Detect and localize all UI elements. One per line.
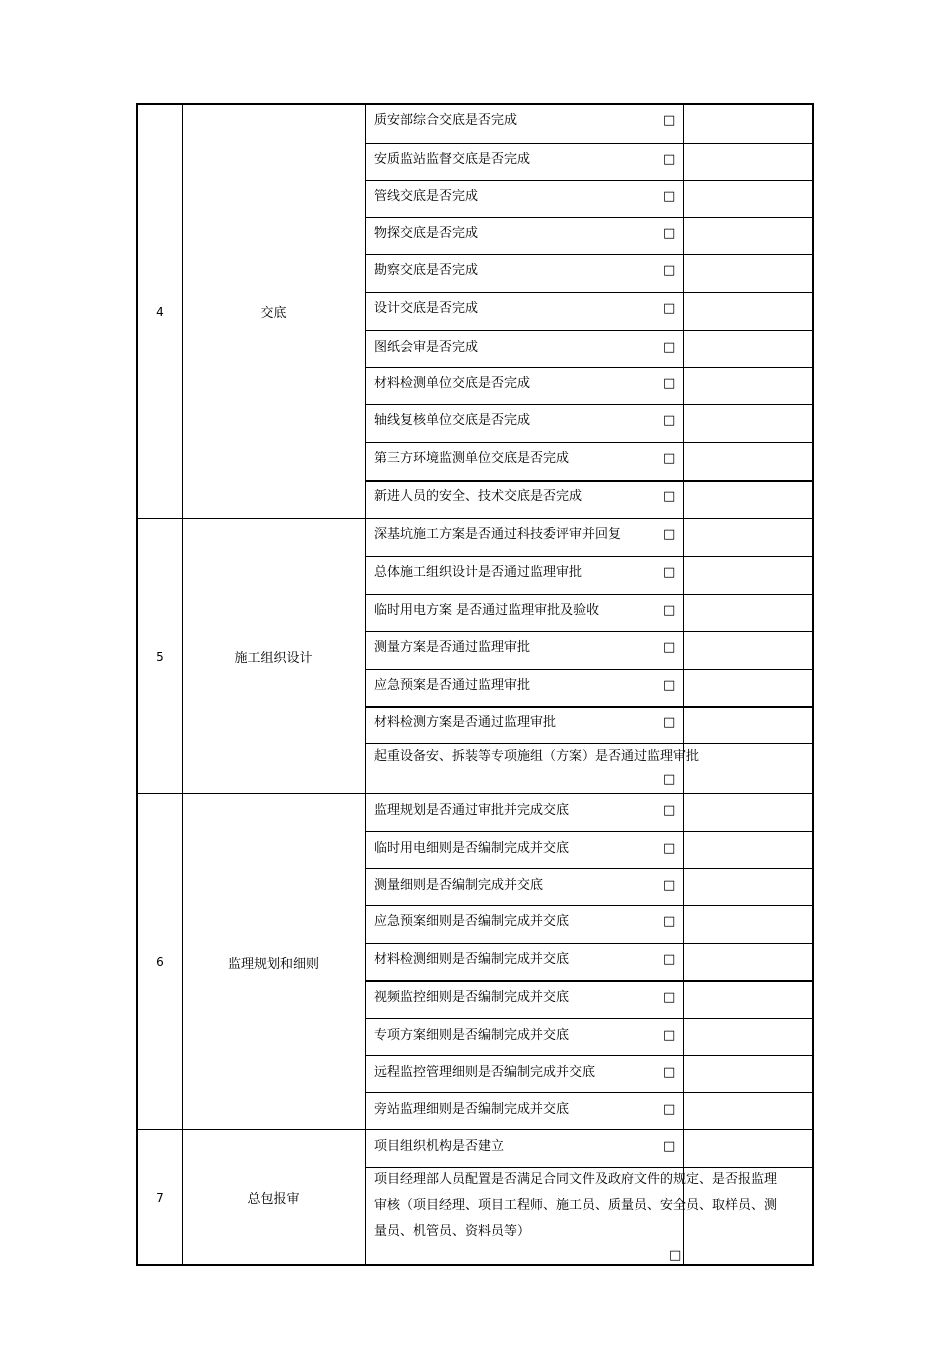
checkbox[interactable]: □ <box>663 527 676 542</box>
check-row <box>365 556 812 595</box>
item-number: 5 <box>156 649 164 664</box>
check-row <box>365 330 812 368</box>
checkbox[interactable]: □ <box>663 113 676 128</box>
check-row <box>365 519 812 556</box>
checkbox[interactable]: □ <box>663 189 676 204</box>
group-row <box>138 793 812 1130</box>
check-item-text: 总体施工组织设计是否通过监理审批 <box>374 565 583 580</box>
checkbox[interactable]: □ <box>663 678 676 693</box>
check-item-text: 临时用电方案 是否通过监理审批及验收 <box>374 603 600 618</box>
check-row <box>365 1055 812 1093</box>
check-item-text: 安质监站监督交底是否完成 <box>374 152 531 167</box>
group-row <box>138 105 812 518</box>
checkbox[interactable]: □ <box>663 413 676 428</box>
check-row <box>365 706 812 745</box>
inspection-table <box>136 103 814 1266</box>
item-number: 4 <box>156 304 164 319</box>
check-row <box>365 631 812 670</box>
checkbox[interactable]: □ <box>663 489 676 504</box>
checkbox[interactable]: □ <box>663 301 676 316</box>
check-item-text: 材料检测细则是否编制完成并交底 <box>374 952 570 967</box>
check-row <box>365 180 812 218</box>
check-item-text: 旁站监理细则是否编制完成并交底 <box>374 1102 570 1117</box>
check-row <box>365 943 812 981</box>
checkbox[interactable]: □ <box>663 1102 676 1117</box>
checkbox[interactable]: □ <box>663 803 676 818</box>
check-item-text: 项目经理部人员配置是否满足合同文件及政府文件的规定、是否报监理审核（项目经理、项目工程师、施工员、质量员、安全员、取样员、测量员、机管员、资料员等） <box>374 1172 778 1239</box>
check-item-text: 视频监控细则是否编制完成并交底 <box>374 990 570 1005</box>
check-row <box>365 442 812 481</box>
check-item-text: 勘察交底是否完成 <box>374 263 479 278</box>
check-item-text: 应急预案是否通过监理审批 <box>374 678 531 693</box>
check-item-text: 质安部综合交底是否完成 <box>374 113 518 128</box>
check-item-text: 测量细则是否编制完成并交底 <box>374 878 544 893</box>
item-category: 总包报审 <box>247 1192 300 1207</box>
check-item-text: 专项方案细则是否编制完成并交底 <box>374 1028 570 1043</box>
check-item-text: 第三方环境监测单位交底是否完成 <box>374 451 570 466</box>
check-row <box>365 594 812 632</box>
check-row <box>365 254 812 293</box>
item-category: 监理规划和细则 <box>227 956 319 972</box>
check-item-text: 新进人员的安全、技术交底是否完成 <box>374 489 583 504</box>
check-item-text: 远程监控管理细则是否编制完成并交底 <box>374 1065 596 1080</box>
checkbox[interactable]: □ <box>663 1028 676 1043</box>
checkbox[interactable]: □ <box>663 565 676 580</box>
item-number: 6 <box>156 955 164 969</box>
group-row <box>138 518 812 794</box>
checkbox[interactable]: □ <box>663 841 676 856</box>
check-row <box>365 1092 812 1131</box>
check-item-text: 材料检测单位交底是否完成 <box>374 376 531 391</box>
item-category: 施工组织设计 <box>234 651 313 666</box>
check-item-text: 物探交底是否完成 <box>374 226 479 241</box>
checkbox[interactable]: □ <box>663 263 676 278</box>
check-row <box>365 794 812 831</box>
checkbox[interactable]: □ <box>663 990 676 1005</box>
check-item-text: 临时用电细则是否编制完成并交底 <box>374 841 570 856</box>
check-item-text: 应急预案细则是否编制完成并交底 <box>374 914 570 929</box>
checkbox[interactable]: □ <box>663 226 676 241</box>
check-row <box>365 669 812 707</box>
check-item-text: 测量方案是否通过监理审批 <box>374 640 531 655</box>
check-row <box>365 404 812 443</box>
item-number: 7 <box>156 1190 164 1205</box>
check-row <box>365 868 812 906</box>
check-row <box>365 143 812 181</box>
check-item-text: 图纸会审是否完成 <box>374 340 479 355</box>
check-row <box>365 1167 812 1266</box>
checkbox[interactable]: □ <box>663 152 676 167</box>
check-item-text: 设计交底是否完成 <box>374 301 479 316</box>
check-item-text: 起重设备安、拆装等专项施组（方案）是否通过监理审批 <box>374 749 700 764</box>
check-item-text: 轴线复核单位交底是否完成 <box>374 413 531 428</box>
checkbox[interactable]: □ <box>663 640 676 655</box>
group-row <box>138 1129 812 1265</box>
check-row <box>365 831 812 869</box>
checkbox[interactable]: □ <box>663 914 676 929</box>
item-category: 交底 <box>260 306 287 321</box>
checkbox[interactable]: □ <box>663 772 676 787</box>
checkbox[interactable]: □ <box>663 878 676 893</box>
check-row <box>365 905 812 944</box>
checkbox[interactable]: □ <box>663 340 676 355</box>
check-item-text: 材料检测方案是否通过监理审批 <box>374 715 557 730</box>
check-row <box>365 367 812 405</box>
checkbox[interactable]: □ <box>663 1139 676 1154</box>
check-row <box>365 980 812 1020</box>
checkbox[interactable]: □ <box>669 1248 682 1263</box>
check-row <box>365 217 812 255</box>
checkbox[interactable]: □ <box>663 715 676 730</box>
checkbox[interactable]: □ <box>663 451 676 466</box>
check-row <box>365 480 812 520</box>
check-row <box>365 292 812 331</box>
check-item-text: 监理规划是否通过审批并完成交底 <box>374 803 570 818</box>
check-row <box>365 1130 812 1167</box>
check-row <box>365 743 812 795</box>
checkbox[interactable]: □ <box>663 376 676 391</box>
check-item-text: 管线交底是否完成 <box>374 189 479 204</box>
check-item-text: 深基坑施工方案是否通过科技委评审并回复 <box>374 527 622 542</box>
checkbox[interactable]: □ <box>663 952 676 967</box>
checkbox[interactable]: □ <box>663 1065 676 1080</box>
check-row <box>365 1018 812 1056</box>
check-row <box>365 105 812 143</box>
check-item-text: 项目组织机构是否建立 <box>374 1139 505 1154</box>
checkbox[interactable]: □ <box>663 603 676 618</box>
